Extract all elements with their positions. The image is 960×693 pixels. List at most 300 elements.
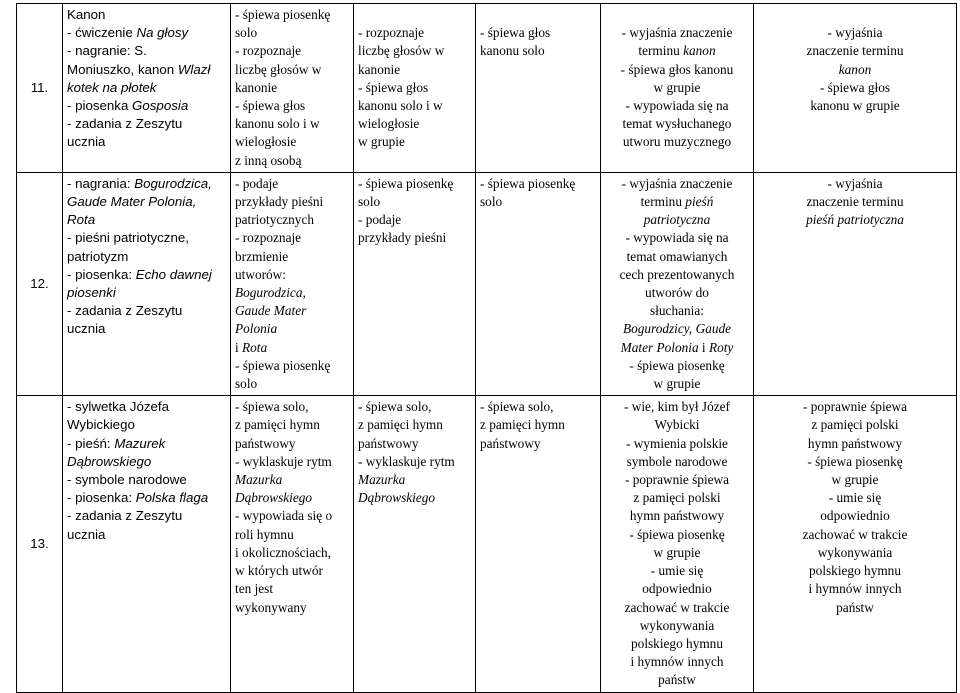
text-run: polskiego hymnu <box>809 563 901 579</box>
text-run: - śpiewa piosenkę <box>235 7 331 22</box>
text-line <box>67 507 226 525</box>
text-run: Wybicki <box>654 417 700 433</box>
text-line <box>605 617 749 635</box>
italic-text: kanon <box>838 61 872 77</box>
text-line <box>235 471 349 489</box>
text-run: słuchania: <box>650 303 704 319</box>
text-run: w grupie <box>653 376 701 392</box>
italic-text: Gaude Mater <box>235 303 307 319</box>
text-line <box>235 416 349 434</box>
italic-text: Mazurka <box>235 472 283 488</box>
text-line <box>605 6 749 24</box>
text-line <box>605 544 749 562</box>
text-run: zachować w trakcie <box>624 599 730 615</box>
italic-text: Mater Polonia <box>620 339 699 355</box>
text-line <box>235 115 349 133</box>
text-run: w grupie <box>831 472 879 488</box>
text-line <box>605 339 749 357</box>
text-line <box>358 398 471 416</box>
requirement-cell <box>754 172 957 395</box>
text-line <box>605 398 749 416</box>
text-line <box>235 266 349 284</box>
text-run: - wypowiada się na <box>625 230 729 246</box>
text-line <box>235 507 349 525</box>
text-run: terminu <box>640 194 686 210</box>
text-run: ucznia <box>67 321 106 337</box>
text-run: - umie się <box>650 563 704 579</box>
text-line <box>480 416 596 434</box>
text-line <box>605 635 749 653</box>
text-line <box>480 175 596 193</box>
text-run: - sylwetka Józefa <box>67 399 169 415</box>
text-line <box>480 42 596 60</box>
text-line <box>758 79 952 97</box>
text-line <box>758 6 952 24</box>
text-run: - rozpoznaje <box>235 230 302 246</box>
text-line <box>605 248 749 266</box>
text-run: - piosenka: <box>67 490 136 506</box>
text-run: utworu muzycznego <box>622 134 732 150</box>
text-line <box>235 562 349 580</box>
text-run: - podaje <box>358 212 402 228</box>
text-line <box>235 79 349 97</box>
text-line <box>758 416 952 434</box>
text-line <box>235 320 349 338</box>
text-run: - śpiewa głos <box>480 25 551 41</box>
text-run: Kanon <box>67 7 106 22</box>
italic-text: Polonia <box>235 321 278 337</box>
italic-text: Rota <box>67 212 96 228</box>
text-run: - śpiewa piosenkę <box>358 175 454 191</box>
text-line <box>605 435 749 453</box>
text-run: patriotyzm <box>67 248 129 264</box>
text-line <box>758 435 952 453</box>
text-line <box>358 453 471 471</box>
text-run: z inną osobą <box>235 152 302 168</box>
text-run: z pamięci polski <box>811 417 899 433</box>
text-run: - nagranie: S. <box>67 43 147 59</box>
requirement-cell <box>231 172 354 395</box>
text-run: symbole narodowe <box>626 453 728 469</box>
text-run: odpowiednio <box>820 508 890 524</box>
italic-text: Gosposia <box>132 98 189 114</box>
text-line <box>605 671 749 689</box>
requirement-cell <box>354 396 476 692</box>
text-line <box>605 175 749 193</box>
text-line <box>358 133 471 151</box>
text-run: solo <box>235 376 258 392</box>
text-line <box>758 175 952 193</box>
text-line <box>235 544 349 562</box>
text-line <box>605 599 749 617</box>
text-run: utworów: <box>235 266 286 282</box>
text-run: - wyklaskuje rytm <box>358 453 455 469</box>
text-line <box>480 193 596 211</box>
text-run: - rozpoznaje <box>235 43 302 59</box>
text-line <box>235 284 349 302</box>
text-line <box>358 489 471 507</box>
text-line <box>67 266 226 284</box>
text-line <box>235 211 349 229</box>
text-run: - śpiewa głos <box>235 98 306 114</box>
text-run: kanonu solo <box>480 43 545 59</box>
text-run: z pamięci hymn <box>358 417 443 433</box>
text-run: w grupie <box>653 79 701 95</box>
text-run: wykonywania <box>639 617 715 633</box>
text-line <box>235 6 349 24</box>
text-line <box>605 453 749 471</box>
italic-text: Wlazł <box>177 61 211 77</box>
text-run: w grupie <box>653 544 701 560</box>
text-run: w których utwór <box>235 563 323 579</box>
text-line <box>758 599 952 617</box>
text-run: kanonu w grupie <box>810 98 900 114</box>
text-line <box>235 357 349 375</box>
text-line <box>605 507 749 525</box>
text-line <box>235 229 349 247</box>
text-line <box>67 284 226 302</box>
text-line <box>358 435 471 453</box>
text-run: zachować w trakcie <box>802 526 908 542</box>
text-run: w grupie <box>358 134 405 150</box>
text-line <box>605 61 749 79</box>
italic-text: piosenki <box>67 285 116 301</box>
italic-text: Echo dawnej <box>135 266 212 282</box>
text-line <box>480 398 596 416</box>
text-run: - podaje <box>235 175 279 191</box>
text-line <box>358 79 471 97</box>
text-line <box>605 416 749 434</box>
text-run: hymn państwowy <box>629 508 725 524</box>
text-line <box>758 193 952 211</box>
text-line <box>67 471 226 489</box>
text-run: - śpiewa solo, <box>358 399 432 415</box>
italic-text: pieśń <box>685 194 714 210</box>
text-line <box>67 398 226 416</box>
text-run: - piosenka: <box>67 266 136 282</box>
text-line <box>758 544 952 562</box>
table-row <box>17 172 957 395</box>
text-run: solo <box>480 194 503 210</box>
text-line <box>235 339 349 357</box>
italic-text: kotek na płotek <box>67 79 157 95</box>
text-run: ucznia <box>67 134 106 150</box>
italic-text: Bogurodzica, <box>134 175 212 191</box>
text-line <box>67 248 226 266</box>
text-line <box>358 229 471 247</box>
text-run: kanonie <box>235 79 278 95</box>
table-row <box>17 4 957 173</box>
text-run: temat omawianych <box>626 248 728 264</box>
text-run: - śpiewa piosenkę <box>235 357 331 373</box>
text-line <box>358 42 471 60</box>
text-line <box>605 133 749 151</box>
text-run: z pamięci hymn <box>235 417 320 433</box>
text-line <box>605 79 749 97</box>
text-line <box>235 133 349 151</box>
italic-text: Mazurek <box>114 435 166 451</box>
requirement-cell <box>354 172 476 395</box>
text-line <box>235 193 349 211</box>
text-line <box>480 435 596 453</box>
text-run: i <box>235 339 243 355</box>
text-run: państw <box>836 599 874 615</box>
text-run: liczbę głosów w <box>358 43 445 59</box>
text-line <box>605 193 749 211</box>
text-run: kanonu solo i w <box>358 98 443 114</box>
topic-cell <box>63 172 231 395</box>
text-run: wielogłosie <box>358 116 420 132</box>
text-line <box>605 357 749 375</box>
text-run: - wypowiada się o <box>235 508 333 524</box>
text-line <box>358 24 471 42</box>
text-line <box>235 24 349 42</box>
text-line <box>605 580 749 598</box>
text-line <box>67 115 226 133</box>
text-run: - wyjaśnia <box>827 25 883 41</box>
text-line <box>605 97 749 115</box>
text-run: wykonywany <box>235 599 307 615</box>
text-line <box>67 302 226 320</box>
text-line <box>67 489 226 507</box>
text-run: temat wysłuchanego <box>622 116 732 132</box>
text-run: solo <box>358 194 381 210</box>
text-run: utworów do <box>645 285 709 301</box>
text-line <box>235 302 349 320</box>
text-line <box>605 266 749 284</box>
text-line <box>605 284 749 302</box>
text-line <box>358 211 471 229</box>
requirement-cell <box>231 4 354 173</box>
text-run: i <box>698 339 709 355</box>
requirement-cell <box>601 4 754 173</box>
text-run: hymn państwowy <box>807 435 903 451</box>
text-run: państwowy <box>358 435 419 451</box>
text-run: - śpiewa piosenkę <box>480 175 576 191</box>
text-run: - śpiewa piosenkę <box>807 453 903 469</box>
text-run: i hymnów innych <box>808 581 902 597</box>
curriculum-table <box>16 3 957 693</box>
text-line <box>605 320 749 338</box>
text-run: - poprawnie śpiewa <box>624 472 730 488</box>
text-line <box>605 211 749 229</box>
text-line <box>358 175 471 193</box>
requirement-cell <box>754 4 957 173</box>
text-line <box>480 6 596 24</box>
text-line <box>358 115 471 133</box>
text-line <box>67 97 226 115</box>
text-run: przykłady pieśni <box>235 194 324 210</box>
text-run: - zadania z Zeszytu <box>67 116 183 132</box>
text-run: znaczenie terminu <box>806 43 904 59</box>
text-run: - śpiewa solo, <box>480 399 554 415</box>
text-line <box>605 42 749 60</box>
text-line <box>358 471 471 489</box>
text-run: - umie się <box>828 490 882 506</box>
text-line <box>358 193 471 211</box>
text-line <box>758 42 952 60</box>
text-line <box>235 375 349 393</box>
text-line <box>758 562 952 580</box>
text-line <box>480 24 596 42</box>
italic-text: Dąbrowskiego <box>358 490 436 506</box>
text-line <box>758 24 952 42</box>
text-line <box>758 507 952 525</box>
text-line <box>605 115 749 133</box>
text-line <box>235 61 349 79</box>
text-run: polskiego hymnu <box>631 635 723 651</box>
text-run: kanonie <box>358 61 401 77</box>
requirement-cell <box>601 396 754 692</box>
text-line <box>67 526 226 544</box>
text-line <box>67 175 226 193</box>
text-run: państwowy <box>235 435 296 451</box>
text-line <box>67 229 226 247</box>
text-run: patriotycznych <box>235 212 315 228</box>
text-run: państwowy <box>480 435 541 451</box>
text-run: brzmienie <box>235 248 289 264</box>
text-line <box>67 193 226 211</box>
text-run: wykonywania <box>817 544 893 560</box>
italic-text: Mazurka <box>358 472 406 488</box>
text-run: - pieśni patriotyczne, <box>67 230 189 246</box>
text-line <box>67 453 226 471</box>
text-line <box>605 526 749 544</box>
text-run: - wypowiada się na <box>625 98 729 114</box>
text-run: - zadania z Zeszytu <box>67 508 183 524</box>
text-run: liczbę głosów w <box>235 61 322 77</box>
italic-text: Na głosy <box>136 25 189 41</box>
text-line <box>605 302 749 320</box>
text-line <box>67 211 226 229</box>
text-run: państw <box>658 672 696 688</box>
text-run: kanonu solo i w <box>235 116 320 132</box>
requirement-cell <box>601 172 754 395</box>
text-run: - śpiewa głos <box>819 79 891 95</box>
text-line <box>235 152 349 170</box>
italic-text: Rota <box>242 339 268 355</box>
text-line <box>758 526 952 544</box>
text-line <box>235 175 349 193</box>
text-line <box>605 653 749 671</box>
text-run: z pamięci hymn <box>480 417 565 433</box>
row-number: 11. <box>17 4 63 173</box>
text-run: - wyjaśnia znaczenie <box>621 25 733 41</box>
text-run: ten jest <box>235 581 274 597</box>
text-run: - nagrania: <box>67 175 135 191</box>
requirement-cell <box>354 4 476 173</box>
table-row <box>17 396 957 692</box>
italic-text: Bogurodzica, <box>235 285 306 301</box>
text-run: - piosenka <box>67 98 133 114</box>
text-line <box>605 24 749 42</box>
text-run: - wie, kim był Józef <box>624 399 730 415</box>
text-run: - śpiewa piosenkę <box>629 526 725 542</box>
text-line <box>67 320 226 338</box>
text-run: - poprawnie śpiewa <box>802 399 908 415</box>
text-line <box>67 61 226 79</box>
italic-text: Dąbrowskiego <box>235 490 313 506</box>
text-line <box>235 435 349 453</box>
requirement-cell <box>476 4 601 173</box>
italic-text: patriotyczna <box>643 212 711 228</box>
text-line <box>67 24 226 42</box>
text-line <box>235 398 349 416</box>
text-line <box>605 471 749 489</box>
text-run: - zadania z Zeszytu <box>67 303 183 319</box>
text-line <box>235 526 349 544</box>
text-run: ucznia <box>67 526 106 542</box>
italic-text: Polska flaga <box>135 490 209 506</box>
italic-text: kanon <box>683 43 716 59</box>
text-line <box>67 435 226 453</box>
requirement-cell <box>754 396 957 692</box>
italic-text: pieśń patriotyczna <box>806 212 904 228</box>
text-line <box>758 398 952 416</box>
text-run: solo <box>235 25 258 41</box>
text-run: i hymnów innych <box>630 654 724 670</box>
text-line <box>358 416 471 434</box>
text-line <box>235 489 349 507</box>
text-line <box>67 133 226 151</box>
row-number: 13. <box>17 396 63 692</box>
requirement-cell <box>476 396 601 692</box>
text-run: - rozpoznaje <box>358 25 425 41</box>
text-line <box>605 489 749 507</box>
text-line <box>605 229 749 247</box>
text-run: - wyjaśnia <box>827 175 883 191</box>
text-line <box>235 599 349 617</box>
text-run: odpowiednio <box>642 581 712 597</box>
text-run: cech prezentowanych <box>619 266 735 282</box>
text-run: - symbole narodowe <box>67 472 187 488</box>
text-line <box>358 97 471 115</box>
text-line <box>758 489 952 507</box>
text-run: - wymienia polskie <box>626 435 728 451</box>
text-line <box>235 453 349 471</box>
text-run: wielogłosie <box>235 134 297 150</box>
text-line <box>758 97 952 115</box>
text-line <box>235 580 349 598</box>
text-run: - śpiewa solo, <box>235 399 309 415</box>
text-line <box>358 6 471 24</box>
text-line <box>358 61 471 79</box>
text-line <box>235 42 349 60</box>
row-number: 12. <box>17 172 63 395</box>
topic-cell <box>63 396 231 692</box>
text-run: - pieśń: <box>67 435 115 451</box>
text-run: i okolicznościach, <box>235 544 331 560</box>
text-run: - śpiewa głos kanonu <box>620 61 734 77</box>
italic-text: Roty <box>708 339 734 355</box>
topic-cell <box>63 4 231 173</box>
italic-text: Dąbrowskiego <box>67 453 152 469</box>
requirement-cell <box>476 172 601 395</box>
requirement-cell <box>231 396 354 692</box>
text-run: przykłady pieśni <box>358 230 447 246</box>
text-line <box>67 79 226 97</box>
text-run: - wyklaskuje rytm <box>235 453 332 469</box>
text-run: Moniuszko, kanon <box>67 61 178 77</box>
text-run: z pamięci polski <box>633 490 721 506</box>
text-run: - wyjaśnia znaczenie <box>621 175 733 191</box>
text-run: znaczenie terminu <box>806 194 904 210</box>
text-run: - śpiewa piosenkę <box>629 357 725 373</box>
text-line <box>758 61 952 79</box>
italic-text: Gaude Mater Polonia, <box>67 194 197 210</box>
text-line <box>605 375 749 393</box>
text-run: - śpiewa głos <box>358 79 429 95</box>
